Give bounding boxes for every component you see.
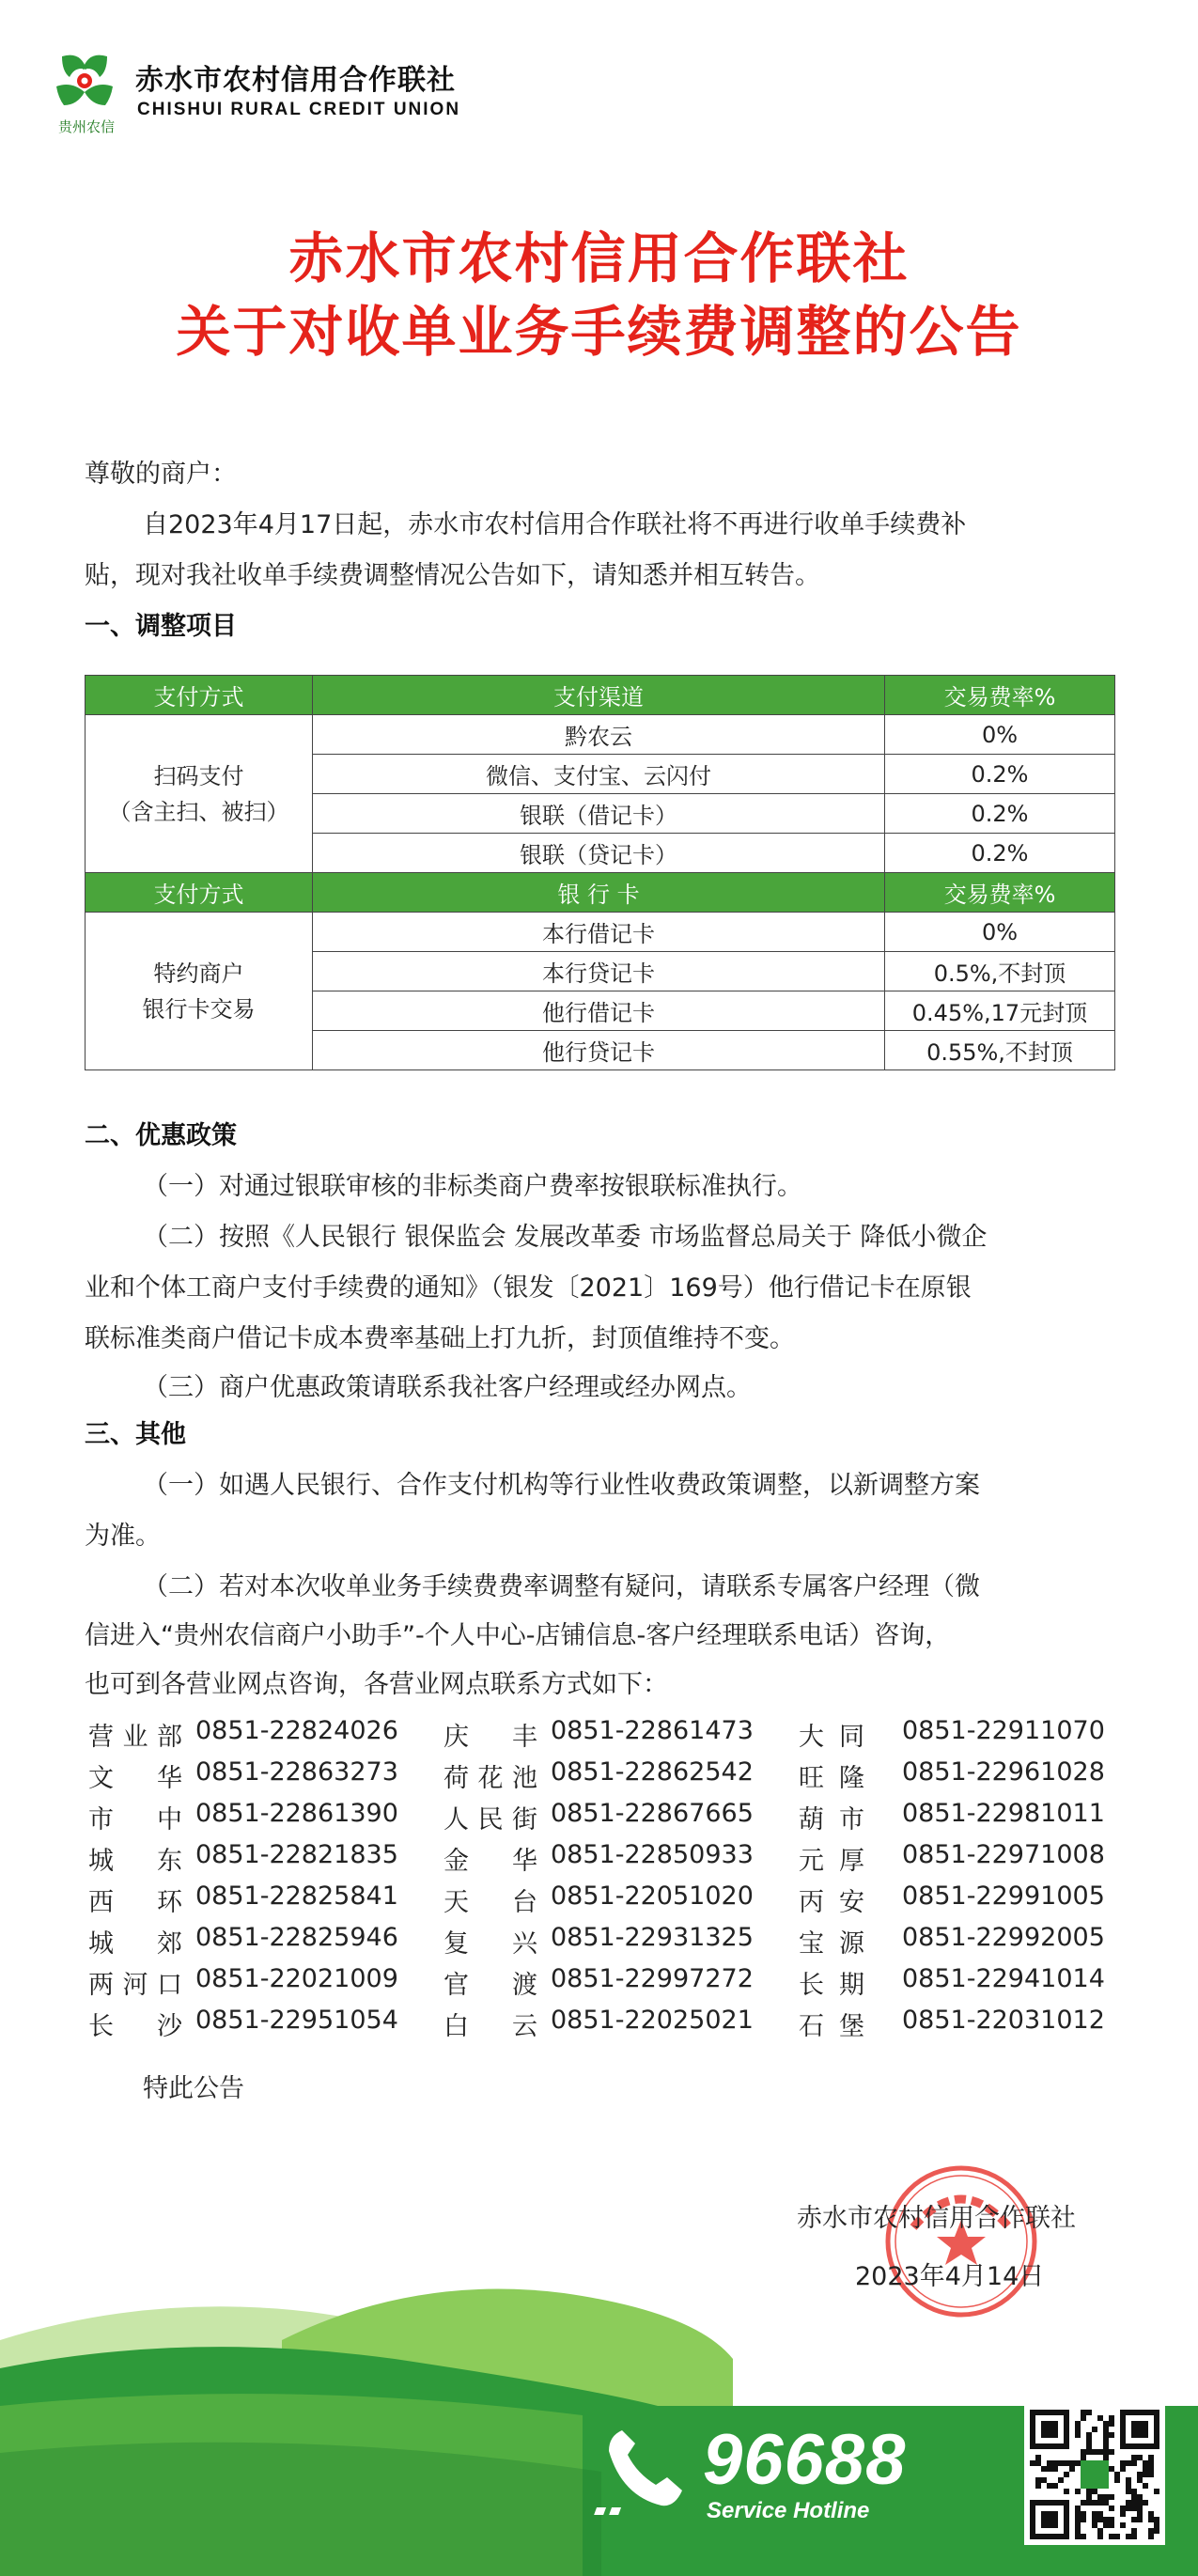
branch-phone: 0851-22931325 — [551, 1923, 754, 1952]
section2-p1: （一）对通过银联审核的非标类商户费率按银联标准执行。 — [143, 1172, 802, 1201]
section2-heading: 二、优惠政策 — [85, 1121, 237, 1150]
qr-code-icon[interactable] — [1024, 2404, 1165, 2545]
channel-cell: 银联（贷记卡） — [313, 834, 885, 873]
branch-phone: 0851-22941014 — [902, 1964, 1105, 1993]
section3-p1-line1: （一）如遇人民银行、合作支付机构等行业性收费政策调整，以新调整方案 — [143, 1471, 980, 1500]
table-header-row — [86, 676, 1115, 715]
rate-cell: 0% — [885, 913, 1115, 952]
section3-p2-line3: 也可到各营业网点咨询，各营业网点联系方式如下： — [85, 1670, 668, 1699]
contact-row — [88, 1964, 1141, 2006]
branch-name: 官渡 — [443, 1971, 537, 2000]
branch-name: 长期 — [799, 1971, 864, 2000]
rate-cell: 0.45%,17元封顶 — [885, 991, 1115, 1031]
branch-name: 城东 — [88, 1847, 182, 1876]
branch-name: 长沙 — [88, 2012, 182, 2041]
branch-phone: 0851-22981011 — [902, 1799, 1105, 1828]
branch-phone: 0851-22025021 — [551, 2006, 754, 2035]
rate-cell: 0.2% — [885, 794, 1115, 834]
channel-cell: 银联（借记卡） — [313, 794, 885, 834]
section3-p2-line2: 信进入“贵州农信商户小助手”-个人中心-店铺信息-客户经理联系电话）咨询， — [85, 1621, 951, 1650]
contact-row — [88, 1757, 1141, 1799]
branch-name: 葫市 — [799, 1805, 864, 1834]
branch-name: 复兴 — [443, 1929, 537, 1959]
contact-row — [88, 1716, 1141, 1757]
section3-heading: 三、其他 — [85, 1420, 186, 1449]
branch-name: 西环 — [88, 1888, 182, 1917]
branch-phone: 0851-22031012 — [902, 2006, 1105, 2035]
section2-p3: （三）商户优惠政策请联系我社客户经理或经办网点。 — [143, 1373, 752, 1402]
hotline-number: 96688 — [703, 2420, 907, 2500]
header — [49, 49, 575, 143]
branch-phone: 0851-22051020 — [551, 1881, 754, 1911]
table-header-cell: 交易费率% — [885, 873, 1115, 913]
contact-row — [88, 1799, 1141, 1840]
contact-row — [88, 1923, 1141, 1964]
branch-name: 营业部 — [88, 1723, 182, 1752]
fee-table — [85, 675, 1115, 1070]
branch-phone: 0851-22825946 — [195, 1923, 398, 1952]
branch-phone: 0851-22911070 — [902, 1716, 1105, 1745]
branch-name: 天台 — [443, 1888, 537, 1917]
channel-cell: 他行贷记卡 — [313, 1031, 885, 1070]
branch-name: 元厚 — [799, 1847, 864, 1876]
branch-phone: 0851-22861473 — [551, 1716, 754, 1745]
section3-p2-line1: （二）若对本次收单业务手续费费率调整有疑问，请联系专属客户经理（微 — [143, 1572, 980, 1601]
section1-heading: 一、调整项目 — [85, 612, 237, 641]
branch-name: 城郊 — [88, 1929, 182, 1959]
branch-name: 文华 — [88, 1764, 182, 1793]
group-label-line: 特约商户 — [153, 960, 244, 987]
group-label-line: （含主扫、被扫） — [108, 798, 289, 825]
contact-row — [88, 1840, 1141, 1881]
branch-phone: 0851-22850933 — [551, 1840, 754, 1869]
group-label-card-payment — [86, 913, 313, 1070]
branch-phone: 0851-22825841 — [195, 1881, 398, 1911]
table-row — [86, 715, 1115, 755]
branch-phone: 0851-22863273 — [195, 1757, 398, 1787]
channel-cell: 本行贷记卡 — [313, 952, 885, 991]
group-label-line: 扫码支付 — [153, 762, 244, 789]
section2-p2-line2: 业和个体工商户支付手续费的通知》（银发〔2021〕169号）他行借记卡在原银 — [85, 1273, 972, 1303]
branch-phone: 0851-22997272 — [551, 1964, 754, 1993]
branch-name: 白云 — [443, 2012, 537, 2041]
channel-cell: 他行借记卡 — [313, 991, 885, 1031]
signature-date: 2023年4月14日 — [855, 2262, 1045, 2291]
greeting: 尊敬的商户： — [85, 460, 237, 489]
rate-cell: 0% — [885, 715, 1115, 755]
rate-cell: 0.2% — [885, 755, 1115, 794]
intro-line2: 贴，现对我社收单手续费调整情况公告如下，请知悉并相互转告。 — [85, 561, 820, 590]
branch-name: 市中 — [88, 1805, 182, 1834]
branch-phone: 0851-22971008 — [902, 1840, 1105, 1869]
branch-name: 人民街 — [443, 1805, 537, 1834]
table-header-cell: 支付方式 — [86, 676, 313, 715]
table-header-cell: 银 行 卡 — [313, 873, 885, 913]
branch-name: 庆丰 — [443, 1723, 537, 1752]
contact-row — [88, 1881, 1141, 1923]
branch-phone: 0851-22821835 — [195, 1840, 398, 1869]
table-row — [86, 913, 1115, 952]
branch-phone: 0851-22862542 — [551, 1757, 754, 1787]
gzrcu-logo-icon — [49, 49, 120, 120]
branch-name: 旺隆 — [799, 1764, 864, 1793]
branch-phone: 0851-22961028 — [902, 1757, 1105, 1787]
section2-p2-line3: 联标准类商户借记卡成本费率基础上打九折，封顶值维持不变。 — [85, 1324, 795, 1353]
rate-cell: 0.2% — [885, 834, 1115, 873]
section3-p1-line2: 为准。 — [85, 1522, 161, 1551]
branch-name: 大同 — [799, 1723, 864, 1752]
branch-name: 丙安 — [799, 1888, 864, 1917]
branch-phone: 0851-22021009 — [195, 1964, 398, 1993]
group-label-qr-payment — [86, 715, 313, 873]
branch-name: 荷花池 — [443, 1764, 537, 1793]
rate-cell: 0.5%,不封顶 — [885, 952, 1115, 991]
intro-line1: 自2023年4月17日起，赤水市农村信用合作联社将不再进行收单手续费补 — [143, 510, 967, 539]
branch-phone: 0851-22992005 — [902, 1923, 1105, 1952]
table-header-row — [86, 873, 1115, 913]
rate-cell: 0.55%,不封顶 — [885, 1031, 1115, 1070]
org-name-cn: 赤水市农村信用合作联社 — [135, 64, 456, 97]
branch-phone: 0851-22991005 — [902, 1881, 1105, 1911]
org-name-en: CHISHUI RURAL CREDIT UNION — [137, 100, 461, 119]
group-label-line: 银行卡交易 — [142, 995, 256, 1023]
branch-name: 宝源 — [799, 1929, 864, 1959]
notice-title-line1: 赤水市农村信用合作联社 — [288, 226, 910, 290]
table-header-cell: 交易费率% — [885, 676, 1115, 715]
branch-phone: 0851-22824026 — [195, 1716, 398, 1745]
closing: 特此公告 — [143, 2074, 244, 2103]
contact-row — [88, 2006, 1141, 2047]
channel-cell: 微信、支付宝、云闪付 — [313, 755, 885, 794]
table-header-cell: 支付渠道 — [313, 676, 885, 715]
signature-org: 赤水市农村信用合作联社 — [797, 2204, 1076, 2233]
branch-phone: 0851-22951054 — [195, 2006, 398, 2035]
table-header-cell: 支付方式 — [86, 873, 313, 913]
section2-p2-line1: （二）按照《人民银行 银保监会 发展改革委 市场监督总局关于 降低小微企 — [143, 1223, 988, 1252]
branch-name: 金华 — [443, 1847, 537, 1876]
branch-name: 两河口 — [88, 1971, 182, 2000]
notice-title-line2: 关于对收单业务手续费调整的公告 — [176, 300, 1022, 364]
branch-phone: 0851-22861390 — [195, 1799, 398, 1828]
branch-name: 石堡 — [799, 2012, 864, 2041]
telephone-handset-icon — [594, 2417, 697, 2521]
branch-phone: 0851-22867665 — [551, 1799, 754, 1828]
channel-cell: 本行借记卡 — [313, 913, 885, 952]
branch-contacts — [88, 1716, 1141, 2047]
hotline-label: Service Hotline — [707, 2498, 870, 2523]
channel-cell: 黔农云 — [313, 715, 885, 755]
logo-caption: 贵州农信 — [57, 118, 115, 135]
